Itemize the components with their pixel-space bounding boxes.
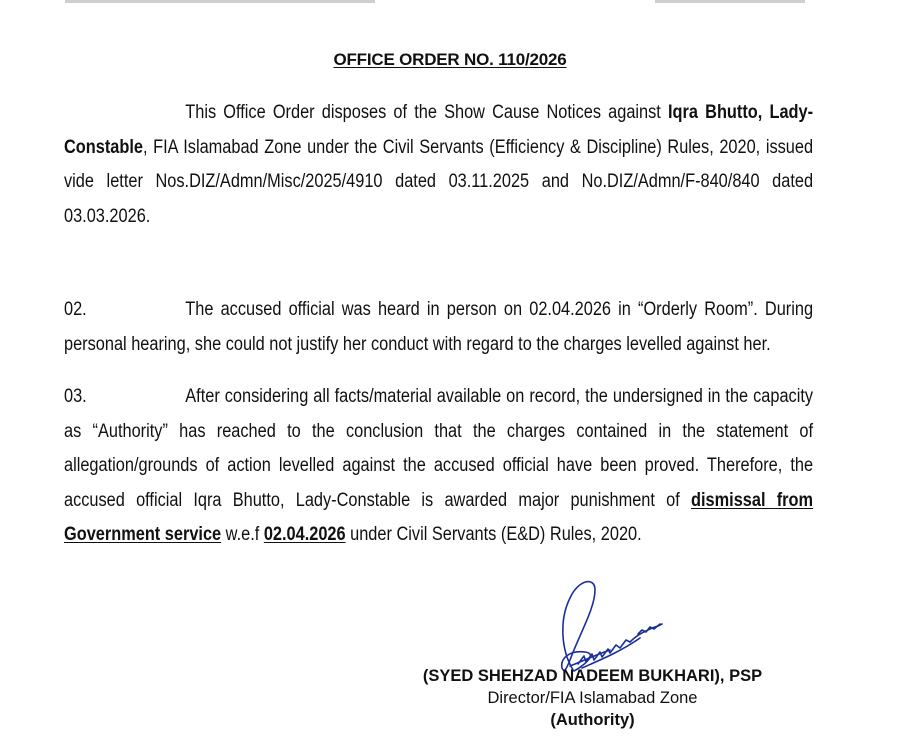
effective-date: 02.04.2026: [263, 524, 346, 545]
paragraph-2-text: The accused official was heard in person on 02.04.2026 in “Orderly Room”. During personal hearing, she could not justify her conduct with regard to the charges levelled against her.: [64, 299, 814, 355]
signatory-designation: Director/FIA Islamabad Zone: [487, 689, 698, 707]
signature-block: [360, 665, 825, 731]
paragraph-3-number: 03.: [64, 386, 87, 407]
paragraph-3-end: under Civil Servants (E&D) Rules, 2020.: [345, 524, 642, 545]
header-fragment-right: [655, 0, 805, 3]
signatory-role: (Authority): [550, 711, 635, 729]
paragraph-3-wef: w.e.f: [221, 524, 264, 545]
accused-name: Iqra Bhutto, Lady-Constable: [64, 102, 814, 158]
paragraph-1-intro: This Office Order disposes of the Show Cause Notices against: [185, 102, 669, 123]
paragraph-2-number: 02.: [64, 299, 87, 320]
paragraph-1-rest: , FIA Islamabad Zone under the Civil Servants (Efficiency & Discipline) Rules, 2020, issued vide letter Nos.DIZ/Admn/Misc/2025/4910 dated 03.11.2025 and No.DIZ/Admn/F-840/840 dated 03.03.2026.: [64, 136, 814, 227]
handwritten-signature: [540, 578, 670, 678]
paragraph-2: [64, 293, 813, 362]
page-title: OFFICE ORDER NO. 110/2026: [333, 50, 567, 69]
cut-off-header-fragments: [0, 0, 900, 6]
paragraph-3: [64, 380, 813, 553]
signatory-name: (SYED SHEHZAD NADEEM BUKHARI), PSP: [422, 667, 763, 685]
paragraph-3-text: After considering all facts/material available on record, the undersigned in the capacity as “Authority” has reached to the conclusion that the charges contained in the statement of allegation/grounds of action levelled against the accused official have been proved. Therefore, the accused official Iqra Bhutto, Lady-Constable is awarded major punishment of: [64, 386, 814, 511]
punishment-text: dismissal from Government service: [64, 489, 814, 545]
paragraph-1: [64, 96, 813, 234]
header-fragment-left: [65, 0, 375, 3]
